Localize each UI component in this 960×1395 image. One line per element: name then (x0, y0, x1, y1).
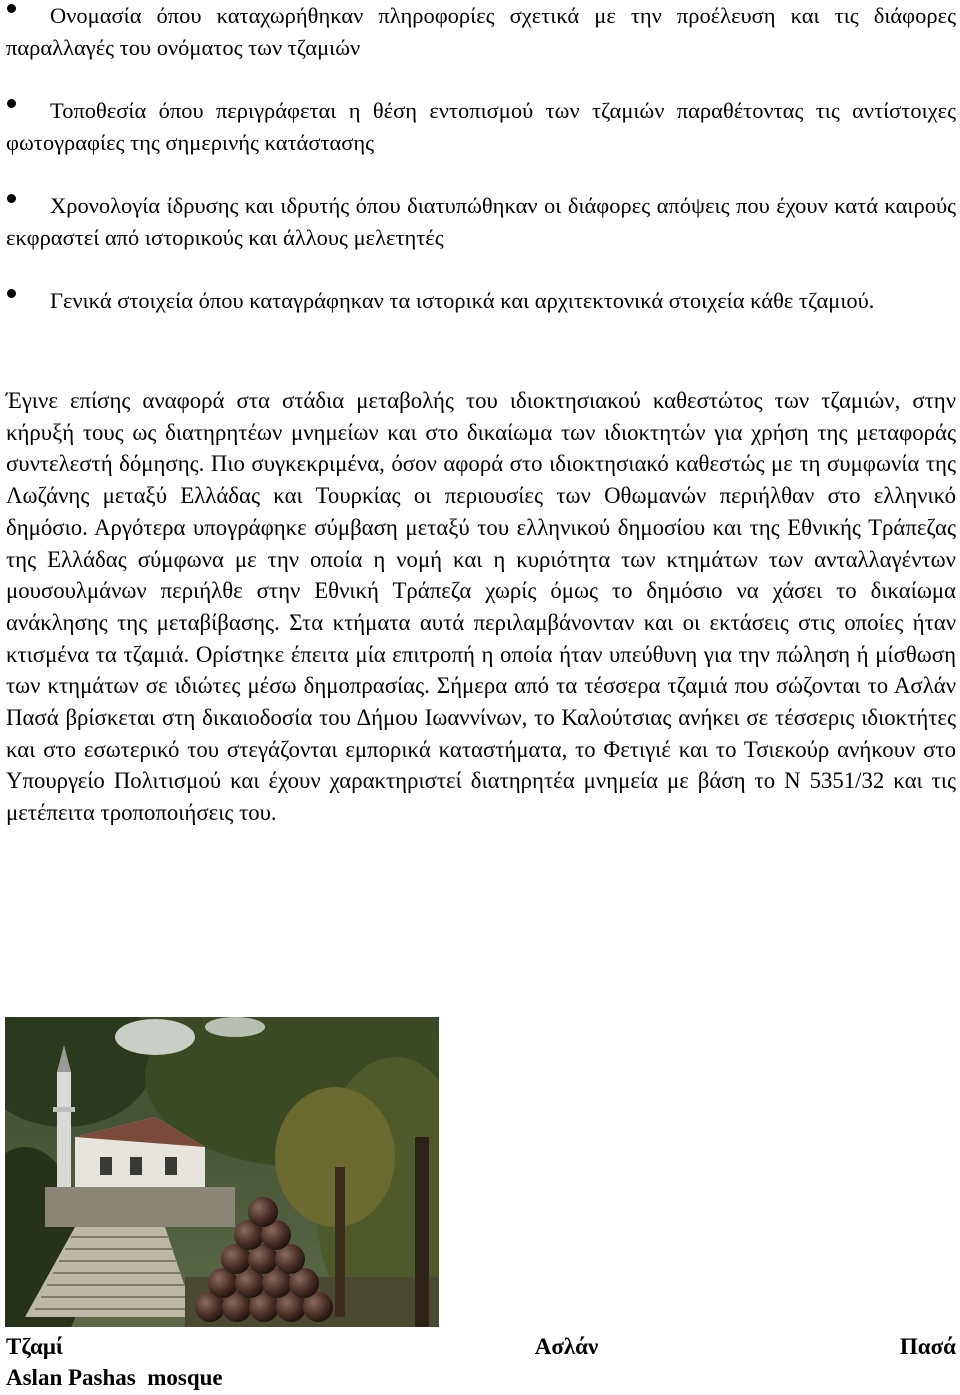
bullet-icon (6, 108, 50, 118)
bullet-text: Χρονολογία ίδρυσης και ιδρυτής όπου διατυπώθηκαν οι διάφορες απόψεις που έχουν κατά καιρούς εκφραστεί από ιστορικούς και άλλους μελετητές (6, 193, 956, 250)
bullet-item-name (6, 0, 956, 64)
photo-caption (6, 1331, 956, 1393)
bullet-item-general (6, 285, 956, 317)
bullet-text: Ονομασία όπου καταχωρήθηκαν πληροφορίες σχετικά με την προέλευση και τις διάφορες παραλλαγές του ονόματος των τζαμιών (6, 3, 956, 60)
bullet-item-location (6, 95, 956, 159)
bullet-text: Τοποθεσία όπου περιγράφεται η θέση εντοπισμού των τζαμιών παραθέτοντας τις αντίστοιχες φωτογραφίες της σημερινής κατάστασης (6, 98, 956, 155)
body-paragraph: Έγινε επίσης αναφορά στα στάδια μεταβολής του ιδιοκτησιακού καθεστώτος των τζαμιών, στην κήρυξή τους ως διατηρητέων μνημείων και στο δικαίωμα των ιδιοκτητών για χρήση της μεταφοράς συντελεστή δόμησης. Πιο συγκεκριμένα, όσον αφορά στο ιδιοκτησιακό καθεστώς με τη συμφωνία της Λωζάνης μεταξύ Ελλάδας και Τουρκίας οι περιουσίες των Οθωμανών περιήλθαν στο ελληνικό δημόσιο. Αργότερα υπογράφηκε σύμβαση μεταξύ του ελληνικού δημοσίου και της Εθνικής Τράπεζας της Ελλάδας σύμφωνα με την οποία η νομή και η κυριότητα των κτημάτων των ανταλλαγέντων μουσουλμάνων περιήλθε στην Εθνική Τράπεζα χωρίς όμως το δημόσιο να χάσει το δικαίωμα ανάκλησης της μεταβίβασης. Στα κτήματα αυτά περιλαμβάνονταν και οι εκτάσεις στις οποίες ήταν κτισμένα τα τζαμιά. Ορίστηκε έπειτα μία επιτροπή η οποία ήταν υπεύθυνη για την πώληση ή μίσθωση των κτημάτων σε ιδιώτες μέσω δημοπρασίας. Σήμερα από τα τέσσερα τζαμιά που σώζονται το Ασλάν Πασά βρίσκεται στη δικαιοδοσία του Δήμου Ιωαννίνων, το Καλούτσιας ανήκει σε τέσσερις ιδιοκτήτες και στο εσωτερικό του στεγάζονται εμπορικά καταστήματα, το Φετιγιέ και το Τσιεκούρ ανήκουν στο Υπουργείο Πολιτισμού και έχουν χαρακτηριστεί διατηρητέα μνημεία με βάση το Ν 5351/32 και τις μετέπειτα τροποποιήσεις του. (6, 388, 956, 826)
caption-word-aslan: Ασλάν (534, 1334, 599, 1359)
bullet-text: Γενικά στοιχεία όπου καταγράφηκαν τα ιστορικά και αρχιτεκτονικά στοιχεία κάθε τζαμιού. (50, 288, 875, 313)
caption-line-greek (6, 1331, 956, 1362)
caption-word-pasa: Πασά (899, 1334, 956, 1359)
mosque-photo (5, 1017, 439, 1327)
bullet-icon (6, 13, 50, 23)
caption-word-tzami: Τζαμί (6, 1334, 64, 1359)
bullet-item-founding (6, 190, 956, 254)
bullet-icon (6, 203, 50, 213)
bullet-list (6, 0, 956, 348)
bullet-icon (6, 298, 50, 308)
caption-line-english: Aslan Pashas mosque (6, 1365, 223, 1390)
